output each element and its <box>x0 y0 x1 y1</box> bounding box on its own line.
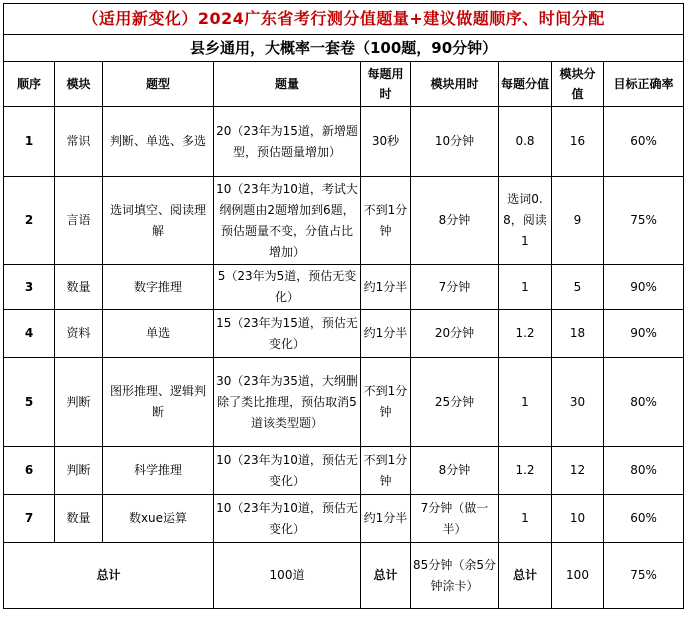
header-module-score: 模块分值 <box>552 62 604 107</box>
header-per-time: 每题用时 <box>361 62 411 107</box>
row-per-time: 不到1分钟 <box>361 447 411 495</box>
row-per-score: 选词0.8，阅读1 <box>499 177 552 265</box>
row-per-score: 1 <box>499 358 552 447</box>
row-module-score: 18 <box>552 310 604 358</box>
page-title: （适用新变化）2024广东省考行测分值题量+建议做题顺序、时间分配 <box>4 4 684 35</box>
row-type: 数xue运算 <box>103 495 214 543</box>
table-row <box>4 495 684 543</box>
row-type: 单选 <box>103 310 214 358</box>
row-accuracy: 75% <box>604 177 684 265</box>
row-module-score: 30 <box>552 358 604 447</box>
row-type: 图形推理、逻辑判断 <box>103 358 214 447</box>
row-count: 10（23年为10道，考试大纲例题由2题增加到6题，预估题量不变，分值占比增加） <box>214 177 361 265</box>
row-accuracy: 90% <box>604 265 684 310</box>
row-module: 言语 <box>55 177 103 265</box>
row-per-time: 不到1分钟 <box>361 177 411 265</box>
row-order: 7 <box>4 495 55 543</box>
row-per-score: 1.2 <box>499 310 552 358</box>
row-per-time: 不到1分钟 <box>361 358 411 447</box>
table-row <box>4 265 684 310</box>
row-order: 4 <box>4 310 55 358</box>
table-row <box>4 358 684 447</box>
row-type: 科学推理 <box>103 447 214 495</box>
row-module: 常识 <box>55 107 103 177</box>
row-module-time: 8分钟 <box>411 447 499 495</box>
row-per-score: 1 <box>499 265 552 310</box>
row-type: 判断、单选、多选 <box>103 107 214 177</box>
row-count: 10（23年为10道，预估无变化） <box>214 495 361 543</box>
row-order: 3 <box>4 265 55 310</box>
row-count: 5（23年为5道，预估无变化） <box>214 265 361 310</box>
allocation-table <box>3 3 684 609</box>
row-per-time: 约1分半 <box>361 310 411 358</box>
row-accuracy: 80% <box>604 447 684 495</box>
table-row <box>4 107 684 177</box>
row-module-time: 25分钟 <box>411 358 499 447</box>
row-per-score: 0.8 <box>499 107 552 177</box>
row-module-time: 8分钟 <box>411 177 499 265</box>
subtitle-row <box>4 35 684 62</box>
row-order: 1 <box>4 107 55 177</box>
row-module: 资料 <box>55 310 103 358</box>
row-module-time: 7分钟（做一半） <box>411 495 499 543</box>
row-accuracy: 60% <box>604 495 684 543</box>
row-order: 5 <box>4 358 55 447</box>
row-order: 2 <box>4 177 55 265</box>
total-time-label: 总计 <box>361 543 411 609</box>
row-module-score: 5 <box>552 265 604 310</box>
row-module: 数量 <box>55 495 103 543</box>
row-count: 15（23年为15道，预估无变化） <box>214 310 361 358</box>
title-row <box>4 4 684 35</box>
total-score: 100 <box>552 543 604 609</box>
total-label: 总计 <box>4 543 214 609</box>
header-module-time: 模块用时 <box>411 62 499 107</box>
header-accuracy: 目标正确率 <box>604 62 684 107</box>
row-module-score: 9 <box>552 177 604 265</box>
row-type: 选词填空、阅读理解 <box>103 177 214 265</box>
row-per-time: 约1分半 <box>361 265 411 310</box>
row-order: 6 <box>4 447 55 495</box>
total-score-label: 总计 <box>499 543 552 609</box>
total-row <box>4 543 684 609</box>
row-module-time: 10分钟 <box>411 107 499 177</box>
table-row <box>4 177 684 265</box>
header-row <box>4 62 684 107</box>
row-module-score: 12 <box>552 447 604 495</box>
row-module: 判断 <box>55 447 103 495</box>
row-type: 数字推理 <box>103 265 214 310</box>
row-count: 30（23年为35道，大纲删除了类比推理，预估取消5道该类型题） <box>214 358 361 447</box>
row-module: 数量 <box>55 265 103 310</box>
row-accuracy: 60% <box>604 107 684 177</box>
header-order: 顺序 <box>4 62 55 107</box>
header-type: 题型 <box>103 62 214 107</box>
row-count: 10（23年为10道，预估无变化） <box>214 447 361 495</box>
row-accuracy: 80% <box>604 358 684 447</box>
row-per-time: 约1分半 <box>361 495 411 543</box>
row-per-score: 1 <box>499 495 552 543</box>
total-time: 85分钟（余5分钟涂卡） <box>411 543 499 609</box>
table-row <box>4 447 684 495</box>
row-module-score: 10 <box>552 495 604 543</box>
row-module: 判断 <box>55 358 103 447</box>
row-module-time: 20分钟 <box>411 310 499 358</box>
header-module: 模块 <box>55 62 103 107</box>
page-subtitle: 县乡通用，大概率一套卷（100题，90分钟） <box>4 35 684 62</box>
total-accuracy: 75% <box>604 543 684 609</box>
header-per-score: 每题分值 <box>499 62 552 107</box>
table-row <box>4 310 684 358</box>
row-module-score: 16 <box>552 107 604 177</box>
row-per-score: 1.2 <box>499 447 552 495</box>
row-per-time: 30秒 <box>361 107 411 177</box>
total-count: 100道 <box>214 543 361 609</box>
header-count: 题量 <box>214 62 361 107</box>
row-count: 20（23年为15道，新增题型，预估题量增加） <box>214 107 361 177</box>
row-module-time: 7分钟 <box>411 265 499 310</box>
row-accuracy: 90% <box>604 310 684 358</box>
